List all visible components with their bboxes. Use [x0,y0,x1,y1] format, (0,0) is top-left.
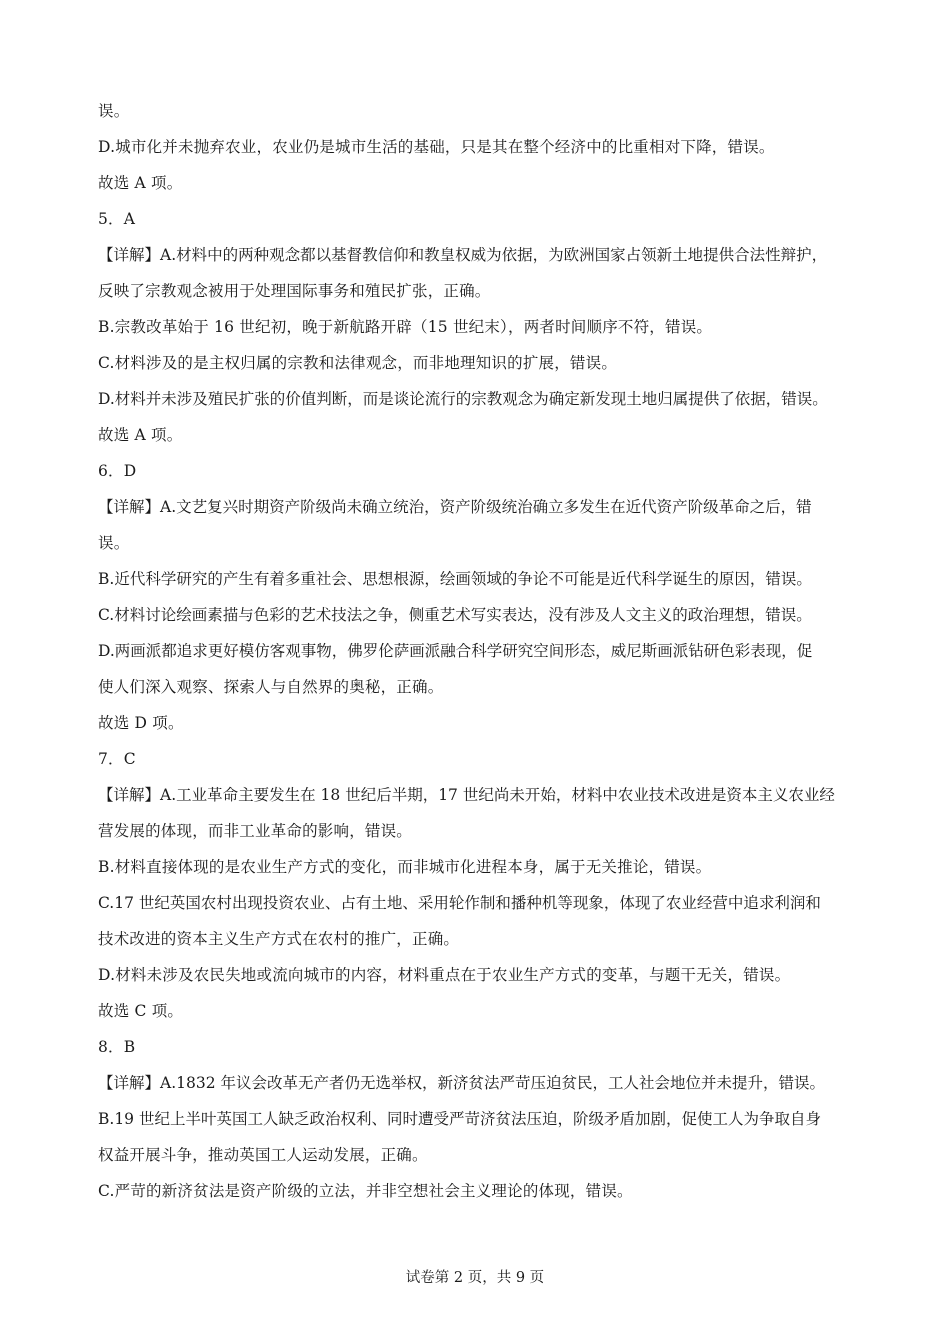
text-line: 故选 A 项。 [98,426,183,444]
text-line: D.材料未涉及农民失地或流向城市的内容，材料重点在于农业生产方式的变革，与题干无关，错误。 [98,966,791,984]
text-line: 故选 A 项。 [98,174,183,192]
question-number: 8．B [98,1038,136,1056]
text-line: 【详解】A.材料中的两种观念都以基督教信仰和教皇权威为依据，为欧洲国家占领新土地提供合法性辩护， [98,246,828,264]
text-line: 反映了宗教观念被用于处理国际事务和殖民扩张，正确。 [98,282,491,300]
text-line: 【详解】A.文艺复兴时期资产阶级尚未确立统治，资产阶级统治确立多发生在近代资产阶级革命之后，错 [98,498,812,516]
text-line: D.材料并未涉及殖民扩张的价值判断，而是谈论流行的宗教观念为确定新发现土地归属提供了依据，错误。 [98,390,828,408]
text-line: 误。 [98,102,130,120]
text-line: 故选 C 项。 [98,1002,184,1020]
text-line: 权益开展斗争，推动英国工人运动发展，正确。 [98,1146,428,1164]
text-line: 技术改进的资本主义生产方式在农村的推广，正确。 [98,930,460,948]
question-number: 6．D [98,462,137,480]
text-line: B.宗教改革始于 16 世纪初，晚于新航路开辟（15 世纪末），两者时间顺序不符，错误。 [98,318,713,336]
text-line: C.材料涉及的是主权归属的宗教和法律观念，而非地理知识的扩展，错误。 [98,354,618,372]
question-number: 7．C [98,750,136,768]
text-line: 营发展的体现，而非工业革命的影响，错误。 [98,822,413,840]
text-line: D.城市化并未抛弃农业，农业仍是城市生活的基础，只是其在整个经济中的比重相对下降，错误。 [98,138,775,156]
page-footer: 试卷第 2 页，共 9 页 [405,1270,545,1286]
text-line: D.两画派都追求更好模仿客观事物，佛罗伦萨画派融合科学研究空间形态，威尼斯画派钻研色彩表现，促 [98,642,813,660]
answer-text-body [98,93,858,1209]
text-line: 故选 D 项。 [98,714,184,732]
text-line: B.19 世纪上半叶英国工人缺乏政治权利、同时遭受严苛济贫法压迫，阶级矛盾加剧，促使工人为争取自身 [98,1110,821,1128]
text-line: C.17 世纪英国农村出现投资农业、占有土地、采用轮作制和播种机等现象，体现了农业经营中追求利润和 [98,894,821,912]
text-line: B.近代科学研究的产生有着多重社会、思想根源，绘画领域的争论不可能是近代科学诞生的原因，错误。 [98,570,812,588]
text-line: C.材料讨论绘画素描与色彩的艺术技法之争，侧重艺术写实表达，没有涉及人文主义的政治理想，错误。 [98,606,812,624]
text-line: B.材料直接体现的是农业生产方式的变化，而非城市化进程本身，属于无关推论，错误。 [98,858,712,876]
text-line: 误。 [98,534,130,552]
text-line: C.严苛的新济贫法是资产阶级的立法，并非空想社会主义理论的体现，错误。 [98,1182,633,1200]
text-line: 【详解】A.1832 年议会改革无产者仍无选举权，新济贫法严苛压迫贫民，工人社会地位并未提升，错误。 [98,1074,825,1092]
question-number: 5．A [98,210,136,228]
text-line: 【详解】A.工业革命主要发生在 18 世纪后半期，17 世纪尚未开始，材料中农业技术改进是资本主义农业经 [98,786,835,804]
text-line: 使人们深入观察、探索人与自然界的奥秘，正确。 [98,678,444,696]
